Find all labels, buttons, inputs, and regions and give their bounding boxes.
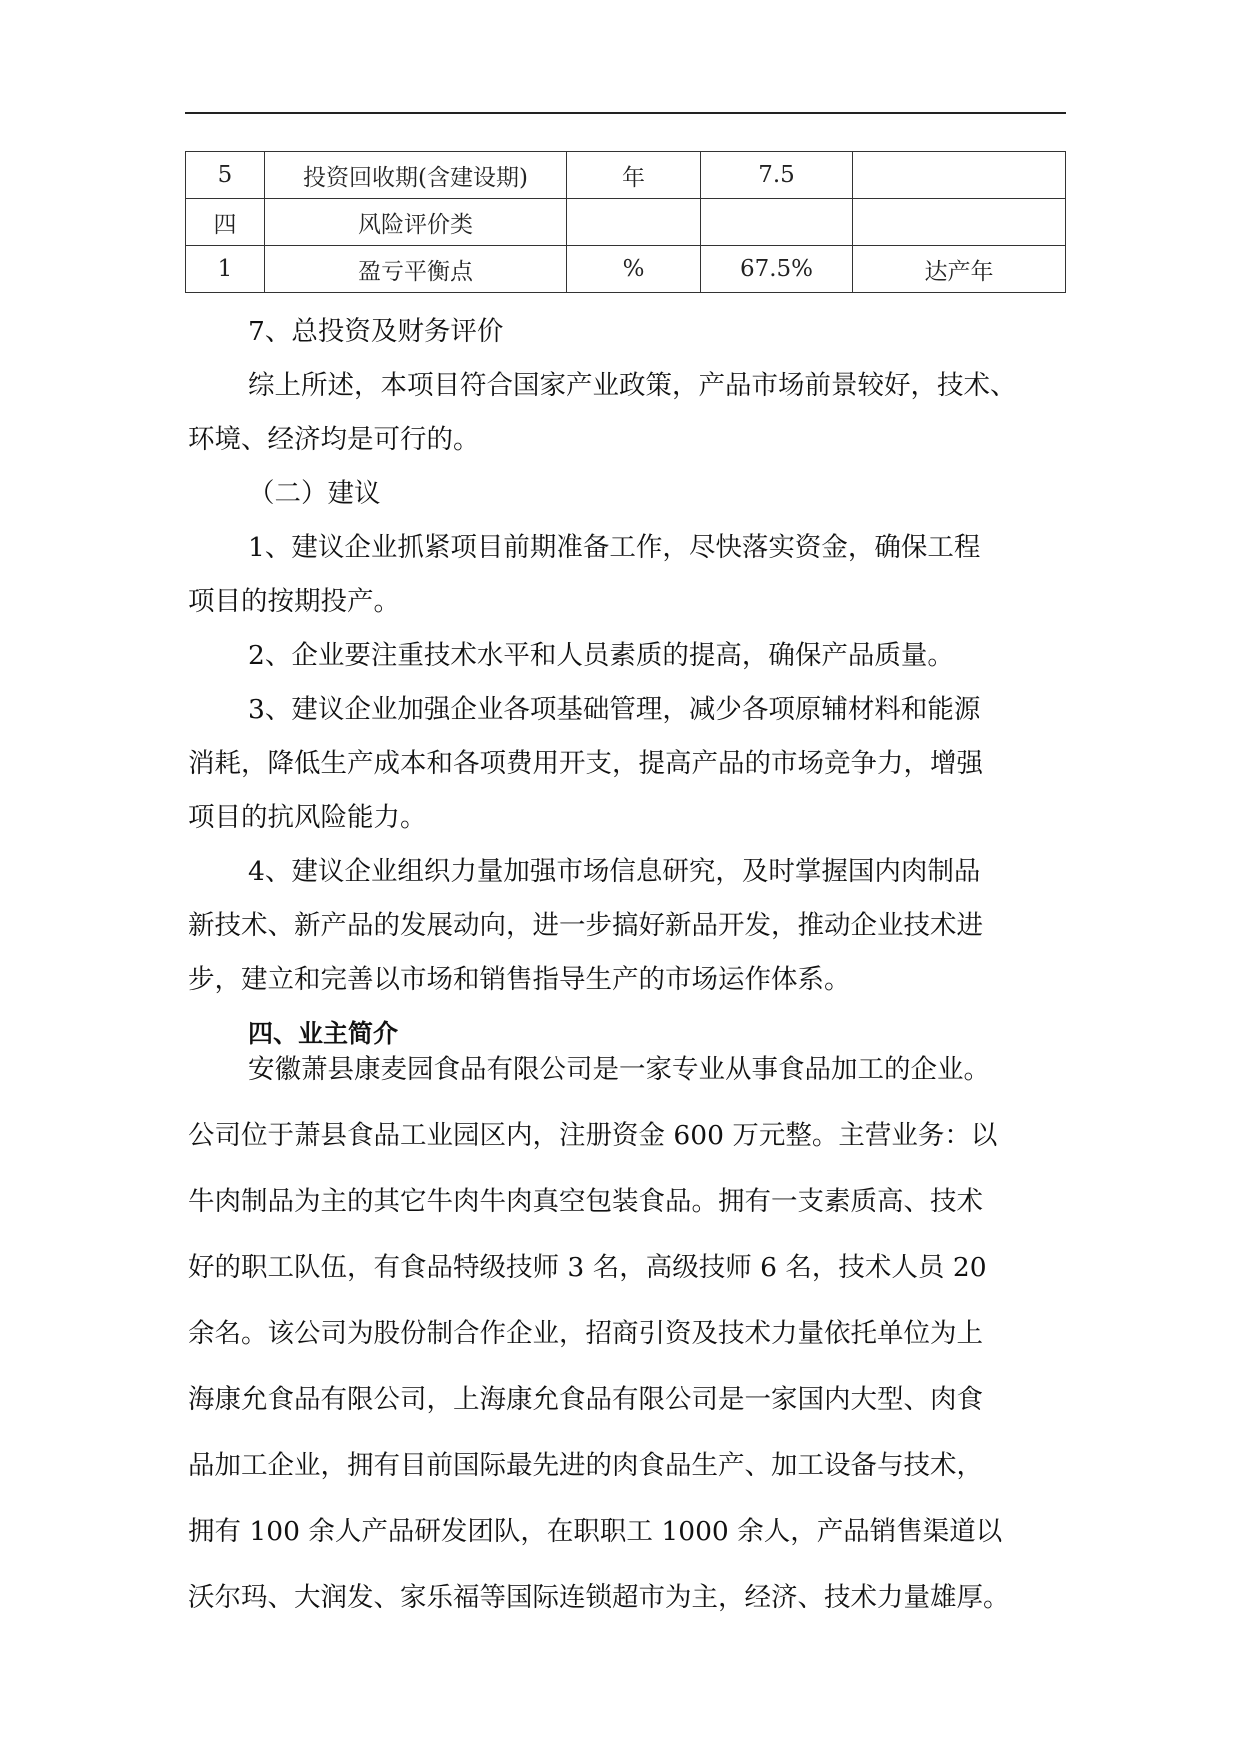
paragraph-line: 余名。该公司为股份制合作企业，招商引资及技术力量依托单位为上 — [188, 1318, 983, 1349]
subsection-title: （二）建议 — [248, 478, 381, 509]
paragraph-line: 环境、经济均是可行的。 — [188, 424, 480, 455]
table-cell-no: 5 — [186, 152, 265, 199]
paragraph-line: 好的职工队伍，有食品特级技师 3 名，高级技师 6 名，技术人员 20 — [188, 1252, 987, 1283]
table-cell-item: 投资回收期(含建设期) — [265, 152, 567, 199]
paragraph-line: 安徽萧县康麦园食品有限公司是一家专业从事食品加工的企业。 — [248, 1054, 990, 1085]
paragraph-line: 项目的抗风险能力。 — [188, 802, 427, 833]
table-cell-note — [853, 199, 1066, 246]
paragraph-line: 3、建议企业加强企业各项基础管理，减少各项原辅材料和能源 — [248, 694, 981, 725]
paragraph-line: 1、建议企业抓紧项目前期准备工作，尽快落实资金，确保工程 — [248, 532, 981, 563]
paragraph-line: 4、建议企业组织力量加强市场信息研究，及时掌握国内肉制品 — [248, 856, 981, 887]
table-cell-note: 达产年 — [853, 246, 1066, 293]
paragraph-line: 消耗，降低生产成本和各项费用开支，提高产品的市场竞争力，增强 — [188, 748, 983, 779]
paragraph-line: 海康允食品有限公司，上海康允食品有限公司是一家国内大型、肉食 — [188, 1384, 983, 1415]
document-body — [188, 305, 1064, 1061]
table-cell-item: 风险评价类 — [265, 199, 567, 246]
table-row — [186, 199, 1066, 246]
owner-intro — [188, 1037, 1064, 1631]
paragraph-line: 沃尔玛、大润发、家乐福等国际连锁超市为主，经济、技术力量雄厚。 — [188, 1582, 1010, 1613]
paragraph-line: 品加工企业，拥有目前国际最先进的肉食品生产、加工设备与技术， — [188, 1450, 983, 1481]
table-cell-value: 67.5% — [701, 246, 853, 293]
paragraph-line: 项目的按期投产。 — [188, 586, 400, 617]
table-cell-no: 四 — [186, 199, 265, 246]
table-cell-value: 7.5 — [701, 152, 853, 199]
table-cell-value — [701, 199, 853, 246]
paragraph-line: 2、企业要注重技术水平和人员素质的提高，确保产品质量。 — [248, 640, 954, 671]
table-row — [186, 246, 1066, 293]
table-cell-no: 1 — [186, 246, 265, 293]
paragraph-line: 公司位于萧县食品工业园区内，注册资金 600 万元整。主营业务：以 — [188, 1120, 998, 1151]
table-cell-note — [853, 152, 1066, 199]
table-row — [186, 152, 1066, 199]
header-rule — [185, 112, 1066, 114]
paragraph-line: 新技术、新产品的发展动向，进一步搞好新品开发，推动企业技术进 — [188, 910, 983, 941]
table-cell-unit — [567, 199, 701, 246]
paragraph-line: 步，建立和完善以市场和销售指导生产的市场运作体系。 — [188, 964, 851, 995]
paragraph-line: 牛肉制品为主的其它牛肉牛肉真空包装食品。拥有一支素质高、技术 — [188, 1186, 983, 1217]
section-title: 7、总投资及财务评价 — [248, 316, 504, 347]
table-cell-unit: % — [567, 246, 701, 293]
table-cell-item: 盈亏平衡点 — [265, 246, 567, 293]
section-heading: 四、业主简介 — [248, 1019, 399, 1048]
financial-evaluation-table — [185, 151, 1066, 293]
paragraph-line: 拥有 100 余人产品研发团队，在职职工 1000 余人，产品销售渠道以 — [188, 1516, 1003, 1547]
paragraph-line: 综上所述，本项目符合国家产业政策，产品市场前景较好，技术、 — [248, 370, 1017, 401]
table-cell-unit: 年 — [567, 152, 701, 199]
